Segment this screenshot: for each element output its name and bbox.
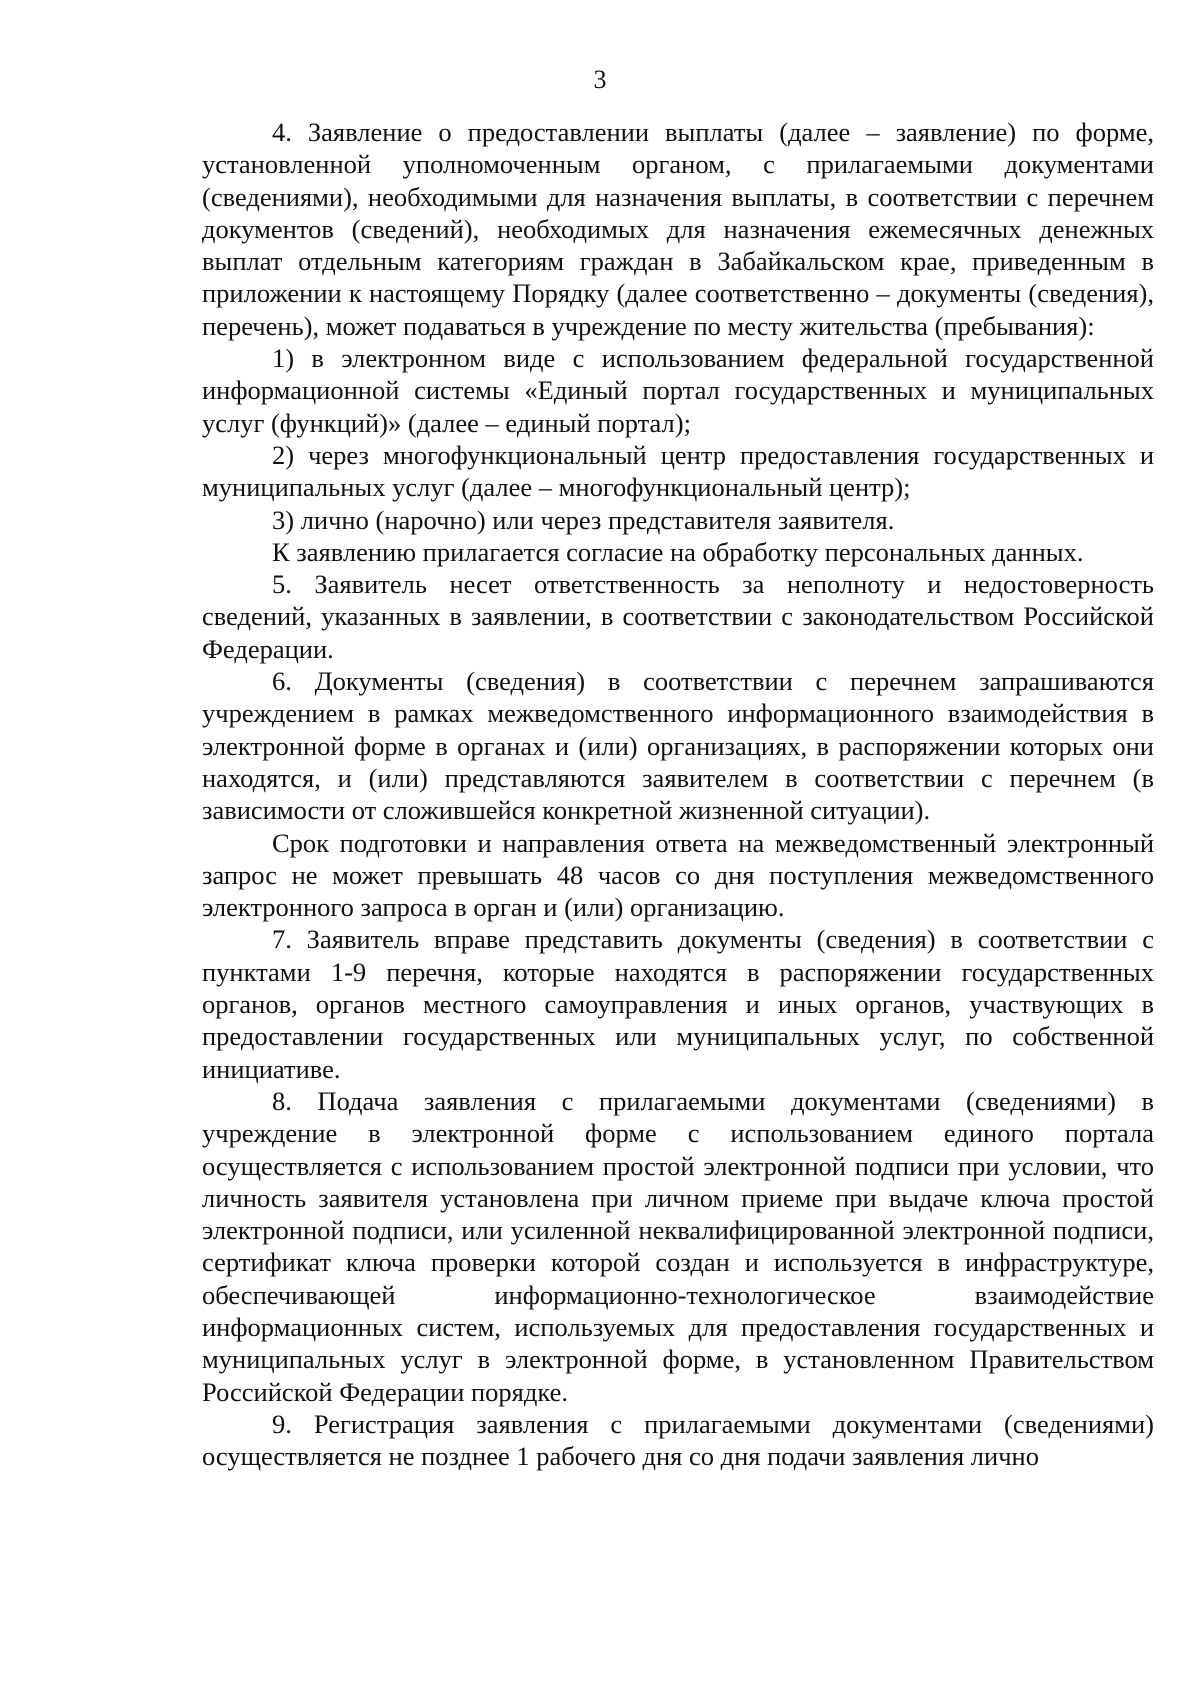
paragraph-4-item-1: 1) в электронном виде с использованием федеральной государственной информационной системы «Единый портал государственных и муниципальных услуг (функций)» (далее – единый портал); [202, 343, 1154, 438]
paragraph-5: 5. Заявитель несет ответственность за неполноту и недостоверность сведений, указанных в заявлении, в соответствии с законодательством Российской Федерации. [202, 569, 1154, 664]
document-body [202, 116, 1154, 1472]
paragraph-response-deadline: Срок подготовки и направления ответа на межведомственный электронный запрос не может превышать 48 часов со дня поступления межведомственного электронного запроса в орган и (или) организацию. [202, 827, 1154, 923]
paragraph-6: 6. Документы (сведения) в соответствии с перечнем запрашиваются учреждением в рамках межведомственного информационного взаимодействия в электронной форме в органах и (или) организациях, в распоряжении которых они находятся, и (или) представляются заявителем в соответствии с перечнем (в зависимости от сложившейся конкретной жизненной ситуации). [202, 666, 1154, 826]
paragraph-7: 7. Заявитель вправе представить документы (сведения) в соответствии с пунктами 1-9 перечня, которые находятся в распоряжении государственных органов, органов местного самоуправления и иных органов, участвующих в предоставлении государственных или муниципальных услуг, по собственной инициативе. [202, 924, 1154, 1084]
paragraph-4: 4. Заявление о предоставлении выплаты (далее – заявление) по форме, установленной уполномоченным органом, с прилагаемыми документами (сведениями), необходимыми для назначения выплаты, в соответствии с перечнем документов (сведений), необходимых для назначения ежемесячных денежных выплат отдельным категориям граждан в Забайкальском крае, приведенным в приложении к настоящему Порядку (далее соответственно – документы (сведения), перечень), может подаваться в учреждение по месту жительства (пребывания): [202, 117, 1154, 341]
paragraph-9: 9. Регистрация заявления с прилагаемыми документами (сведениями) осуществляется не позднее 1 рабочего дня со дня подачи заявления лично [202, 1408, 1154, 1472]
paragraph-4-item-3: 3) лично (нарочно) или через представителя заявителя. [272, 504, 895, 535]
paragraph-4-item-2: 2) через многофункциональный центр предоставления государственных и муниципальных услуг (далее – многофункциональный центр); [202, 439, 1154, 503]
page-number: 3 [593, 65, 607, 94]
paragraph-consent: К заявлению прилагается согласие на обработку персональных данных. [272, 536, 1084, 567]
paragraph-8: 8. Подача заявления с прилагаемыми документами (сведениями) в учреждение в электронной форме с использованием единого портала осуществляется с использованием простой электронной подписи при условии, что личность заявителя установлена при личном приеме при выдаче ключа простой электронной подписи, или усиленной неквалифицированной электронной подписи, сертификат ключа проверки которой создан и используется в инфраструктуре, обеспечивающей информационно-технологическое взаимодействие информационных систем, используемых для предоставления государственных и муниципальных услуг в электронной форме, в установленном Правительством Российской Федерации порядке. [202, 1085, 1154, 1407]
